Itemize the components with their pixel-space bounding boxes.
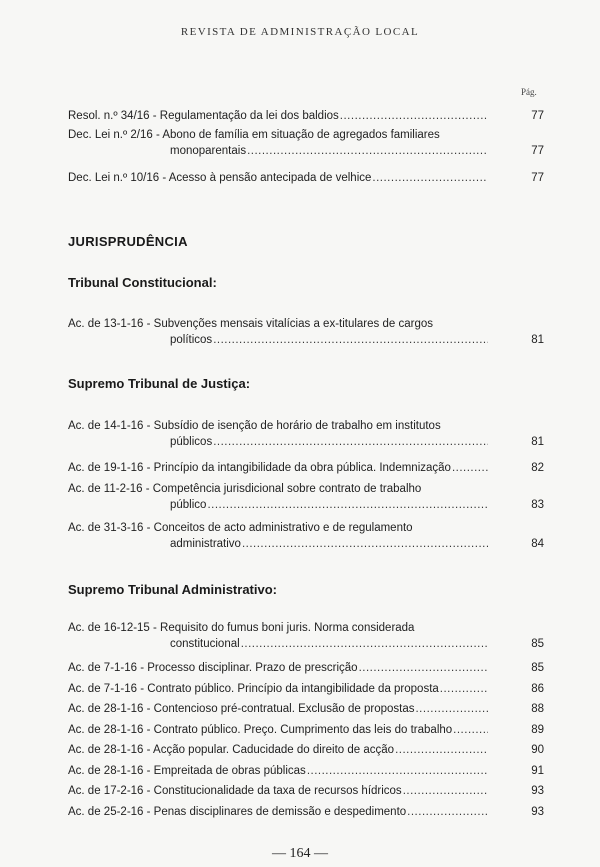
entry-title: Ac. de 19-1-16 - Princípio da intangibilidade da obra pública. Indemnização [68, 462, 451, 474]
toc-entry [68, 722, 544, 738]
dot-leader [247, 143, 488, 159]
toc-entry [68, 804, 544, 820]
toc-entry [68, 481, 544, 513]
section-heading-jurisprudencia: JURISPRUDÊNCIA [68, 234, 188, 249]
dot-leader [440, 681, 488, 697]
entry-title: Resol. n.º 34/16 - Regulamentação da lei dos baldios [68, 110, 339, 122]
toc-entry [68, 660, 544, 676]
toc-entry [68, 763, 544, 779]
entry-title: Ac. de 28-1-16 - Contrato público. Preço. Cumprimento das leis do trabalho [68, 724, 453, 736]
toc-entry [68, 681, 544, 697]
entry-title: Ac. de 28-1-16 - Acção popular. Caducidade do direito de acção [68, 744, 395, 756]
toc-entry [68, 701, 544, 717]
dot-leader [415, 701, 488, 717]
toc-entry [68, 460, 544, 476]
entry-title: Ac. de 28-1-16 - Contencioso pré-contratual. Exclusão de propostas [68, 703, 415, 715]
page-number: 85 [531, 638, 544, 650]
court-heading: Supremo Tribunal Administrativo: [68, 582, 277, 597]
toc-entry [68, 316, 544, 348]
page-number: 88 [531, 703, 544, 715]
entry-title: Dec. Lei n.º 10/16 - Acesso à pensão antecipada de velhice [68, 172, 372, 184]
dot-leader [359, 660, 488, 676]
page-number: 81 [531, 436, 544, 448]
dot-leader [213, 332, 488, 348]
page-number: 90 [531, 744, 544, 756]
entry-title: Ac. de 31-3-16 - Conceitos de acto administrativo e de regulamento [68, 522, 413, 534]
entry-title-continuation: monoparentais [170, 145, 247, 157]
toc-entry [68, 418, 544, 450]
running-header: REVISTA DE ADMINISTRAÇÃO LOCAL [180, 26, 420, 38]
page-number: 77 [531, 110, 544, 122]
toc-entry [68, 108, 544, 124]
court-heading: Tribunal Constitucional: [68, 275, 217, 290]
toc-entry [68, 520, 544, 552]
entry-title: Ac. de 7-1-16 - Processo disciplinar. Prazo de prescrição [68, 662, 358, 674]
page-number: 93 [531, 806, 544, 818]
dot-leader [453, 722, 488, 738]
dot-leader [242, 536, 488, 552]
dot-leader [241, 636, 488, 652]
entry-title-continuation: constitucional [170, 638, 240, 650]
page-number: 93 [531, 785, 544, 797]
page-number: 77 [531, 172, 544, 184]
entry-title-continuation: público [170, 499, 207, 511]
page-number: 89 [531, 724, 544, 736]
dot-leader [207, 497, 488, 513]
dot-leader [452, 460, 488, 476]
dot-leader [372, 170, 488, 186]
toc-entry [68, 742, 544, 758]
toc-entry [68, 620, 544, 652]
entry-title: Dec. Lei n.º 2/16 - Abono de família em situação de agregados familiares [68, 129, 440, 141]
entry-title: Ac. de 7-1-16 - Contrato público. Princípio da intangibilidade da proposta [68, 683, 439, 695]
entry-title: Ac. de 25-2-16 - Penas disciplinares de demissão e despedimento [68, 806, 407, 818]
dot-leader [340, 108, 488, 124]
page-number: 91 [531, 765, 544, 777]
entry-title: Ac. de 14-1-16 - Subsídio de isenção de horário de trabalho em institutos [68, 420, 441, 432]
court-heading: Supremo Tribunal de Justiça: [68, 376, 251, 391]
toc-entry [68, 783, 544, 799]
page-number: 82 [531, 462, 544, 474]
entry-title-continuation: públicos [170, 436, 213, 448]
dot-leader [395, 742, 488, 758]
entry-title-continuation: administrativo [170, 538, 241, 550]
entry-title: Ac. de 16-12-15 - Requisito do fumus boni juris. Norma considerada [68, 622, 415, 634]
entry-title: Ac. de 28-1-16 - Empreitada de obras públicas [68, 765, 306, 777]
page-number: 83 [531, 499, 544, 511]
toc-entry [68, 127, 544, 159]
toc-entry [68, 170, 544, 186]
page-number: 86 [531, 683, 544, 695]
page-number: 85 [531, 662, 544, 674]
dot-leader [407, 804, 488, 820]
page-number: 77 [531, 145, 544, 157]
page-column-label: Pág. [521, 87, 537, 97]
entry-title: Ac. de 17-2-16 - Constitucionalidade da taxa de recursos hídricos [68, 785, 402, 797]
dot-leader [403, 783, 488, 799]
entry-title-continuation: políticos [170, 334, 213, 346]
dot-leader [213, 434, 488, 450]
page-number: 84 [531, 538, 544, 550]
entry-title: Ac. de 11-2-16 - Competência jurisdicional sobre contrato de trabalho [68, 483, 422, 495]
page-folio: — 164 — [272, 846, 328, 861]
dot-leader [307, 763, 488, 779]
page-number: 81 [531, 334, 544, 346]
entry-title: Ac. de 13-1-16 - Subvenções mensais vitalícias a ex-titulares de cargos [68, 318, 433, 330]
